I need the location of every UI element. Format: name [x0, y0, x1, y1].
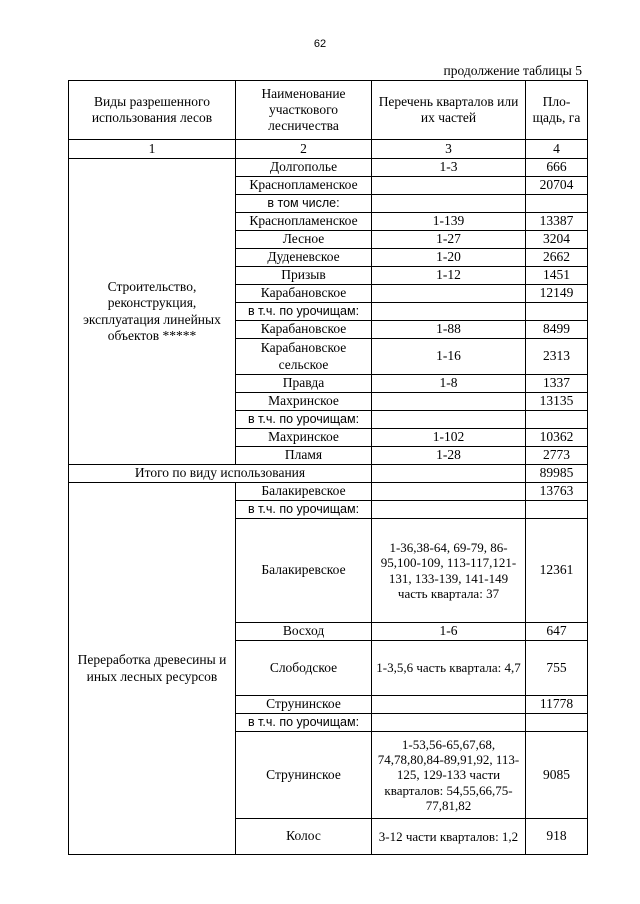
forestry-cell: Колос: [236, 819, 372, 855]
forestry-subheading: в т.ч. по урочищам:: [236, 303, 372, 321]
quarters-cell: [372, 285, 526, 303]
page-number: 62: [313, 38, 327, 50]
quarters-cell: 1-20: [372, 249, 526, 267]
quarters-cell: [372, 411, 526, 429]
area-cell: 1337: [526, 375, 588, 393]
quarters-cell: 1-16: [372, 339, 526, 375]
forestry-cell: Струнинское: [236, 696, 372, 714]
forestry-cell: Слободское: [236, 641, 372, 696]
use-type-processing: Переработка древесины и иных лесных ресурсов: [69, 483, 236, 855]
quarters-cell: 3-12 части кварталов: 1,2: [372, 819, 526, 855]
quarters-cell: [372, 177, 526, 195]
area-cell: [526, 195, 588, 213]
quarters-cell: [372, 195, 526, 213]
table-continuation-label: продолжение таблицы 5: [443, 63, 582, 78]
forestry-cell: Лесное: [236, 231, 372, 249]
area-cell: 13387: [526, 213, 588, 231]
area-cell: 647: [526, 623, 588, 641]
quarters-cell: [372, 714, 526, 732]
area-cell: [526, 411, 588, 429]
forestry-cell: Правда: [236, 375, 372, 393]
area-cell: 12149: [526, 285, 588, 303]
area-cell: 8499: [526, 321, 588, 339]
total-row: [69, 465, 588, 483]
header-area: Пло-щадь, га: [526, 81, 588, 140]
table-row: [69, 483, 588, 501]
use-type-construction: Строительство, реконструкция, эксплуатация линейных объектов *****: [69, 159, 236, 465]
quarters-cell: 1-3,5,6 часть квартала: 4,7: [372, 641, 526, 696]
forestry-cell: Дуденевское: [236, 249, 372, 267]
area-cell: 2773: [526, 447, 588, 465]
quarters-cell: [372, 303, 526, 321]
area-cell: 12361: [526, 519, 588, 623]
column-number: 3: [372, 140, 526, 159]
forestry-cell: Балакиревское: [236, 483, 372, 501]
forestry-subheading: в т.ч. по урочищам:: [236, 714, 372, 732]
forestry-cell: Махринское: [236, 429, 372, 447]
forestry-cell: Краснопламенское: [236, 177, 372, 195]
forestry-subheading: в т.ч. по урочищам:: [236, 501, 372, 519]
forestry-cell: Струнинское: [236, 732, 372, 819]
area-cell: 9085: [526, 732, 588, 819]
forestry-cell: Карабановское: [236, 321, 372, 339]
header-use-type: Виды разрешенного использования лесов: [69, 81, 236, 140]
area-cell: 20704: [526, 177, 588, 195]
total-area: 89985: [526, 465, 588, 483]
area-cell: 10362: [526, 429, 588, 447]
area-cell: 755: [526, 641, 588, 696]
area-cell: 1451: [526, 267, 588, 285]
total-label: Итого по виду использования: [69, 465, 372, 483]
quarters-cell: [372, 696, 526, 714]
quarters-cell: 1-139: [372, 213, 526, 231]
forestry-cell: Краснопламенское: [236, 213, 372, 231]
forestry-cell: Восход: [236, 623, 372, 641]
forestry-cell: Карабановское сельское: [236, 339, 372, 375]
quarters-cell: 1-8: [372, 375, 526, 393]
area-cell: 13763: [526, 483, 588, 501]
forestry-cell: Карабановское: [236, 285, 372, 303]
area-cell: 2313: [526, 339, 588, 375]
forestry-cell: Балакиревское: [236, 519, 372, 623]
column-number-row: [69, 140, 588, 159]
quarters-cell: 1-88: [372, 321, 526, 339]
area-cell: [526, 501, 588, 519]
quarters-cell: 1-36,38-64, 69-79, 86-95,100-109, 113-117,121-131, 133-139, 141-149 часть квартала: 37: [372, 519, 526, 623]
quarters-cell: 1-3: [372, 159, 526, 177]
forestry-cell: Махринское: [236, 393, 372, 411]
column-number: 4: [526, 140, 588, 159]
area-cell: 2662: [526, 249, 588, 267]
table-row: [69, 159, 588, 177]
area-cell: 666: [526, 159, 588, 177]
header-row: [69, 81, 588, 140]
area-cell: [526, 714, 588, 732]
area-cell: 918: [526, 819, 588, 855]
quarters-cell: 1-12: [372, 267, 526, 285]
forest-use-table: [68, 80, 588, 855]
area-cell: 11778: [526, 696, 588, 714]
quarters-cell: 1-53,56-65,67,68, 74,78,80,84-89,91,92, 113-125, 129-133 части кварталов: 54,55,66,75-77,81,82: [372, 732, 526, 819]
quarters-cell: 1-6: [372, 623, 526, 641]
quarters-cell: 1-27: [372, 231, 526, 249]
column-number: 2: [236, 140, 372, 159]
area-cell: 3204: [526, 231, 588, 249]
area-cell: [526, 303, 588, 321]
forestry-subheading: в т.ч. по урочищам:: [236, 411, 372, 429]
column-number: 1: [69, 140, 236, 159]
quarters-cell: [372, 483, 526, 501]
area-cell: 13135: [526, 393, 588, 411]
quarters-cell: 1-102: [372, 429, 526, 447]
forestry-cell: Призыв: [236, 267, 372, 285]
forestry-cell: Пламя: [236, 447, 372, 465]
quarters-cell: [372, 501, 526, 519]
header-quarters: Перечень кварталов или их частей: [372, 81, 526, 140]
quarters-cell: [372, 393, 526, 411]
quarters-cell: [372, 465, 526, 483]
forestry-subheading: в том числе:: [236, 195, 372, 213]
quarters-cell: 1-28: [372, 447, 526, 465]
forestry-cell: Долгополье: [236, 159, 372, 177]
header-forestry: Наименование участкового лесничества: [236, 81, 372, 140]
